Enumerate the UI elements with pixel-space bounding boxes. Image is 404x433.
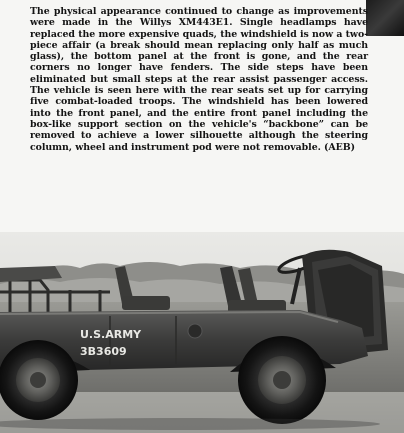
decal-us-army: U.S.ARMY	[80, 328, 142, 341]
photo-caption: The physical appearance continued to change as improvements were made in the Willys XM443E1. Single headlamps have replaced the more expensive quads, the windshield is now a two-piece affair (a break should mean replacing only half as much glass), the bottom panel at the front is gone, and the rear corners no longer have fenders. The side steps have been eliminated but small steps at the rear assist passenger access. The vehicle is seen here with the rear seats set up for carrying five combat-loaded troops. The windshield has been lowered into the front panel, and the entire front panel including the box-like support section on the vehicle's “backbone” can be removed to achieve a lower silhouette although the steering column, wheel and instrument pod were not removable. (AEB)	[30, 6, 368, 153]
willys-xm443e1-image	[0, 232, 404, 433]
decal-registration: 3B3609	[80, 345, 127, 358]
adjacent-photo-edge	[366, 0, 404, 36]
vehicle-photo	[0, 232, 404, 433]
